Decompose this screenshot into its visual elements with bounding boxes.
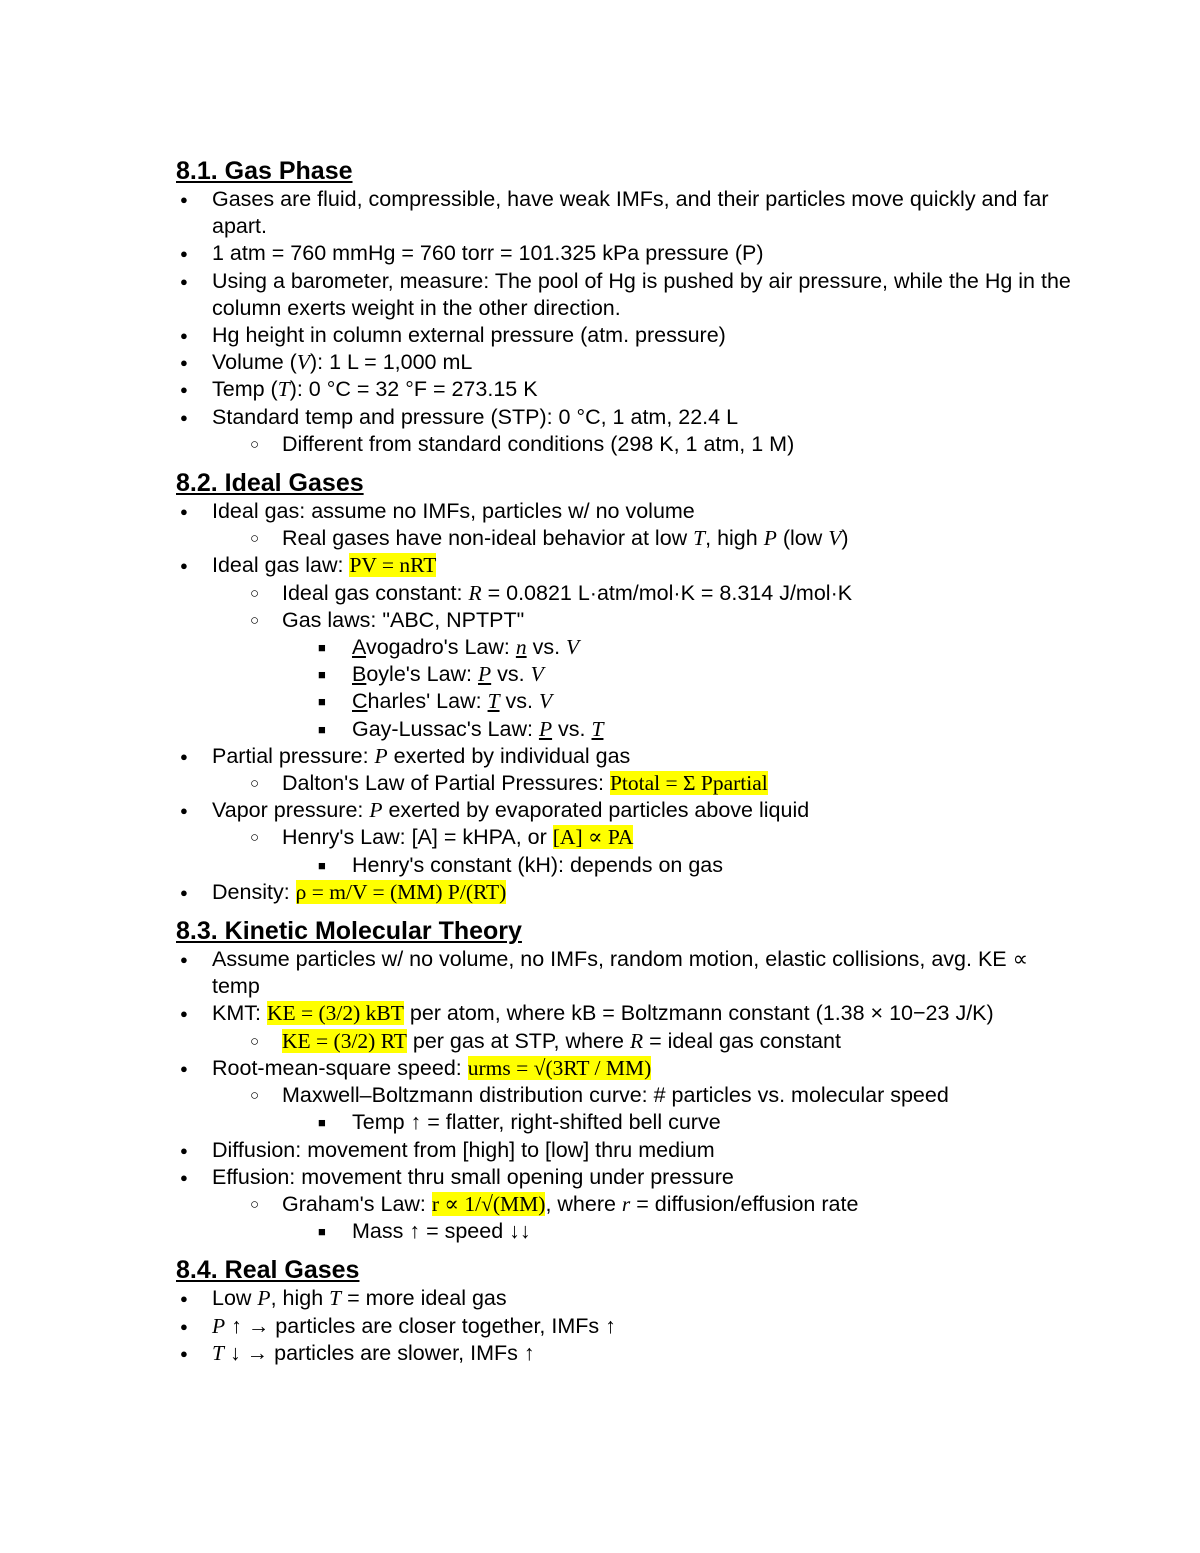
list-item: ● Standard temp and pressure (STP): 0 °C, 1 atm, 22.4 L [176, 404, 1076, 431]
text-run: P [257, 1286, 271, 1311]
text-run: n [515, 635, 527, 660]
text-run: , high [270, 1286, 330, 1311]
list-item [176, 1340, 1076, 1367]
text-run: P [538, 716, 553, 741]
highlighted-formula: PV = nRT [349, 553, 437, 578]
text-run: ): 1 L = 1,000 mL [310, 350, 473, 375]
text-run: P [374, 743, 388, 768]
text-run: ) [841, 526, 849, 551]
text-run: T [693, 526, 706, 551]
text-run: Dalton's Law of Partial Pressures: [282, 771, 610, 796]
list-item [176, 634, 1076, 661]
text-run: Henry's Law: [A] = kHPA, or [282, 825, 553, 850]
text-run: vs. [499, 689, 539, 714]
list-item [176, 376, 1076, 403]
text-run: Temp ( [212, 377, 278, 402]
list-item: ● Gases are fluid, compressible, have weak IMFs, and their particles move quickly and far apart. [176, 186, 1076, 240]
text-run: vs. [526, 635, 567, 660]
list-item [176, 879, 1076, 906]
list-item: ● 1 atm = 760 mmHg = 760 torr = 101.325 kPa pressure (P) [176, 240, 1076, 267]
text-run: Gay-Lussac's Law: [352, 716, 539, 741]
list-item [176, 716, 1076, 743]
bullet-list [176, 1285, 1076, 1367]
text-run: R [629, 1028, 644, 1053]
text-run: P [369, 798, 383, 823]
highlighted-formula: KE = (3/2) kBT [266, 1001, 404, 1026]
text-run: , where [545, 1191, 622, 1216]
text-run: Graham's Law: [282, 1191, 432, 1216]
text-run: Root-mean-square speed: [212, 1055, 468, 1080]
text-run: Low [212, 1286, 258, 1311]
text-run: V [828, 526, 842, 551]
text-run: (low [776, 526, 829, 551]
list-item: ■ Temp ↑ = flatter, right-shifted bell curve [176, 1109, 1076, 1136]
text-run: Ideal gas constant: [282, 580, 469, 605]
text-run: T [487, 689, 500, 714]
text-run: ): 0 °C = 32 °F = 273.15 K [289, 377, 538, 402]
text-run: P [478, 662, 492, 687]
list-item [176, 1055, 1076, 1082]
text-run: V [530, 662, 544, 687]
highlighted-formula: KE = (3/2) RT [282, 1028, 407, 1053]
list-item: ● Diffusion: movement from [high] to [low] thru medium [176, 1137, 1076, 1164]
bullet-list [176, 946, 1076, 1245]
list-item: ○ Maxwell–Boltzmann distribution curve: # particles vs. molecular speed [176, 1082, 1076, 1109]
list-item: ● Using a barometer, measure: The pool of Hg is pushed by air pressure, while the Hg in the column exerts weight in the other direction. [176, 268, 1076, 322]
section-2 [176, 468, 1076, 906]
section-heading: 8.2. Ideal Gases [176, 469, 364, 498]
list-item: ● Ideal gas: assume no IMFs, particles w/ no volume [176, 498, 1076, 525]
list-item: ○ Different from standard conditions (298 K, 1 atm, 1 M) [176, 431, 1076, 458]
list-item: ■ Mass ↑ = speed ↓↓ [176, 1218, 1076, 1245]
list-item: ● Effusion: movement thru small opening under pressure [176, 1164, 1076, 1191]
section-4 [176, 1255, 1076, 1367]
text-run: harles' Law: [367, 689, 488, 714]
list-item: ● Assume particles w/ no volume, no IMFs, random motion, elastic collisions, avg. KE ∝ temp [176, 946, 1076, 1000]
text-run: = 0.0821 L·atm/mol·K = 8.314 J/mol·K [481, 580, 853, 605]
text-run: R [468, 580, 482, 605]
text-run: Vapor pressure: [212, 798, 370, 823]
list-item [176, 824, 1076, 851]
list-item [176, 743, 1076, 770]
text-run: exerted by evaporated particles above liquid [382, 798, 810, 823]
text-run: A [352, 635, 366, 660]
section-1 [176, 156, 1076, 458]
list-item [176, 1285, 1076, 1312]
list-item [176, 1313, 1076, 1340]
list-item [176, 770, 1076, 797]
list-item [176, 349, 1076, 376]
list-item [176, 797, 1076, 824]
text-run: Real gases have non-ideal behavior at low [282, 526, 694, 551]
text-run: Ideal gas law: [212, 553, 350, 578]
text-run: V [296, 350, 310, 375]
highlighted-formula: r ∝ 1/√(MM) [431, 1191, 546, 1216]
text-run: ↓ → particles are slower, IMFs ↑ [223, 1340, 535, 1365]
text-run: vogadro's Law: [365, 635, 516, 660]
text-run: T [329, 1286, 342, 1311]
list-item [176, 552, 1076, 579]
text-run: oyle's Law: [366, 662, 479, 687]
text-run: Density: [212, 879, 296, 904]
list-item [176, 1191, 1076, 1218]
text-run: vs. [491, 662, 531, 687]
text-run: Volume ( [212, 350, 297, 375]
text-run: = diffusion/effusion rate [630, 1191, 859, 1216]
text-run: C [352, 689, 368, 714]
section-heading: 8.4. Real Gases [176, 1256, 360, 1285]
text-run: r [621, 1191, 631, 1216]
text-run: KMT: [212, 1001, 267, 1026]
text-run: B [352, 662, 367, 687]
list-item [176, 1028, 1076, 1055]
text-run: Partial pressure: [212, 743, 375, 768]
text-run: P [763, 526, 777, 551]
highlighted-formula: Ptotal = Σ Ppartial [609, 771, 768, 796]
list-item [176, 1000, 1076, 1027]
text-run: = ideal gas constant [643, 1028, 841, 1053]
list-item: ● Hg height in column external pressure (atm. pressure) [176, 322, 1076, 349]
text-run: , high [705, 526, 764, 551]
text-run: = more ideal gas [341, 1286, 507, 1311]
bullet-list [176, 498, 1076, 906]
highlighted-formula: [A] ∝ PA [552, 825, 634, 850]
text-run: per atom, where kB = Boltzmann constant (1.38 × 10−23 J/K) [403, 1001, 994, 1026]
list-item [176, 525, 1076, 552]
text-run: T [277, 377, 290, 402]
text-run: T [591, 716, 604, 741]
bullet-list [176, 186, 1076, 458]
list-item: ■ Henry's constant (kH): depends on gas [176, 852, 1076, 879]
text-run: P [212, 1313, 226, 1338]
text-run: T [212, 1340, 224, 1365]
text-run: V [566, 635, 580, 660]
text-run: exerted by individual gas [387, 743, 631, 768]
list-item [176, 688, 1076, 715]
list-item: ○ Gas laws: "ABC, NPTPT" [176, 607, 1076, 634]
text-run: ↑ → particles are closer together, IMFs ↑ [225, 1313, 616, 1338]
highlighted-formula: ρ = m/V = (MM) P/(RT) [295, 879, 507, 904]
text-run: V [538, 689, 553, 714]
list-item [176, 580, 1076, 607]
section-3 [176, 916, 1076, 1245]
section-heading: 8.1. Gas Phase [176, 157, 353, 185]
document-content [176, 156, 1076, 1377]
text-run: vs. [552, 716, 592, 741]
highlighted-formula: urms = √(3RT / MM) [467, 1055, 652, 1080]
list-item [176, 661, 1076, 688]
text-run: per gas at STP, where [406, 1028, 630, 1053]
section-heading: 8.3. Kinetic Molecular Theory [176, 917, 522, 946]
